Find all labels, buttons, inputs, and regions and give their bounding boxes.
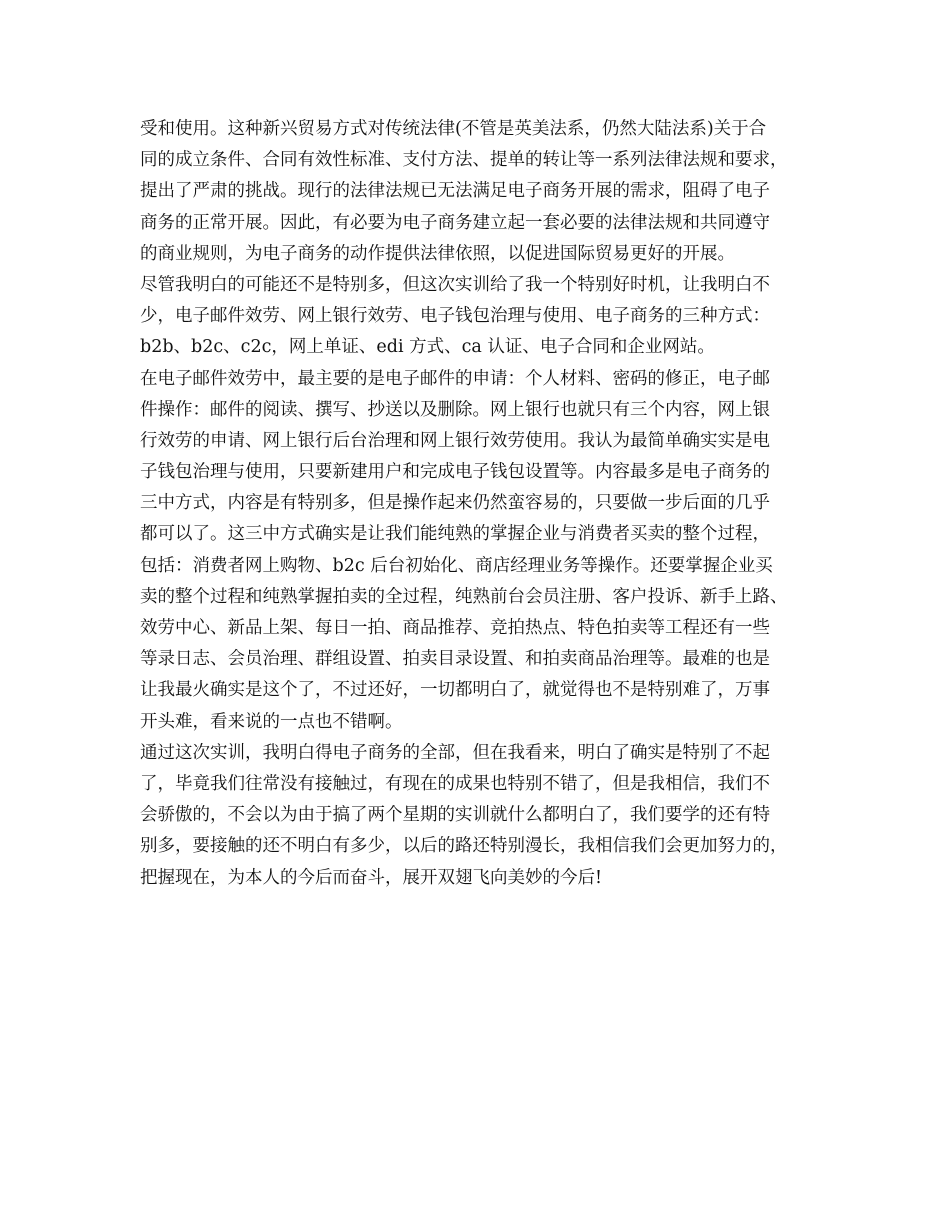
text-line: 会骄傲的，不会以为由于搞了两个星期的实训就什么都明白了，我们要学的还有特	[140, 805, 770, 826]
text-line: 把握现在，为本人的今后而奋斗，展开双翅飞向美妙的今后!	[140, 867, 603, 888]
text-line: 了，毕竟我们往常没有接触过，有现在的成果也特别不错了，但是我相信，我们不	[140, 773, 770, 794]
text-line: 商务的正常开展。因此，有必要为电子商务建立起一套必要的法律法规和共同遵守	[140, 212, 770, 233]
text-line: 三中方式，内容是有特别多，但是操作起来仍然蛮容易的，只要做一步后面的几乎	[140, 493, 770, 514]
text-line: 等录日志、会员治理、群组设置、拍卖目录设置、和拍卖商品治理等。最难的也是	[140, 649, 770, 670]
text-line: 的商业规则，为电子商务的动作提供法律依照，以促进国际贸易更好的开展。	[140, 243, 735, 264]
text-line: 同的成立条件、合同有效性标准、支付方法、提单的转让等一系列法律法规和要求，	[140, 150, 788, 171]
text-line: 尽管我明白的可能还不是特别多，但这次实训给了我一个特别好时机，让我明白不	[140, 274, 770, 295]
text-line: 提出了严肃的挑战。现行的法律法规已无法满足电子商务开展的需求，阻碍了电子	[140, 181, 770, 202]
text-line: 行效劳的申请、网上银行后台治理和网上银行效劳使用。我认为最简单确实实是电	[140, 430, 770, 451]
text-line: 在电子邮件效劳中，最主要的是电子邮件的申请：个人材料、密码的修正，电子邮	[140, 368, 770, 389]
document-body	[140, 114, 816, 894]
text-line: 别多，要接触的还不明白有多少，以后的路还特别漫长，我相信我们会更加努力的，	[140, 836, 788, 857]
text-line: 包括：消费者网上购物、b2c 后台初始化、商店经理业务等操作。还要掌握企业买	[140, 555, 773, 576]
text-line: b2b、b2c、c2c，网上单证、edi 方式、ca 认证、电子合同和企业网站。	[140, 337, 715, 358]
text-line: 开头难，看来说的一点也不错啊。	[140, 711, 403, 732]
text-line: 让我最火确实是这个了，不过还好，一切都明白了，就觉得也不是特别难了，万事	[140, 680, 770, 701]
text-line: 子钱包治理与使用，只要新建用户和完成电子钱包设置等。内容最多是电子商务的	[140, 462, 770, 483]
text-line: 都可以了。这三中方式确实是让我们能纯熟的掌握企业与消费者买卖的整个过程，	[140, 524, 770, 545]
text-line: 卖的整个过程和纯熟掌握拍卖的全过程，纯熟前台会员注册、客户投诉、新手上路、	[140, 586, 788, 607]
text-line: 受和使用。这种新兴贸易方式对传统法律(不管是英美法系，仍然大陆法系)关于合	[140, 119, 767, 139]
text-line: 通过这次实训，我明白得电子商务的全部，但在我看来，明白了确实是特别了不起	[140, 742, 770, 763]
text-line: 效劳中心、新品上架、每日一拍、商品推荐、竞拍热点、特色拍卖等工程还有一些	[140, 618, 770, 638]
text-line: 件操作：邮件的阅读、撰写、抄送以及删除。网上银行也就只有三个内容，网上银	[140, 399, 770, 420]
text-line: 少，电子邮件效劳、网上银行效劳、电子钱包治理与使用、电子商务的三种方式：	[140, 306, 770, 327]
